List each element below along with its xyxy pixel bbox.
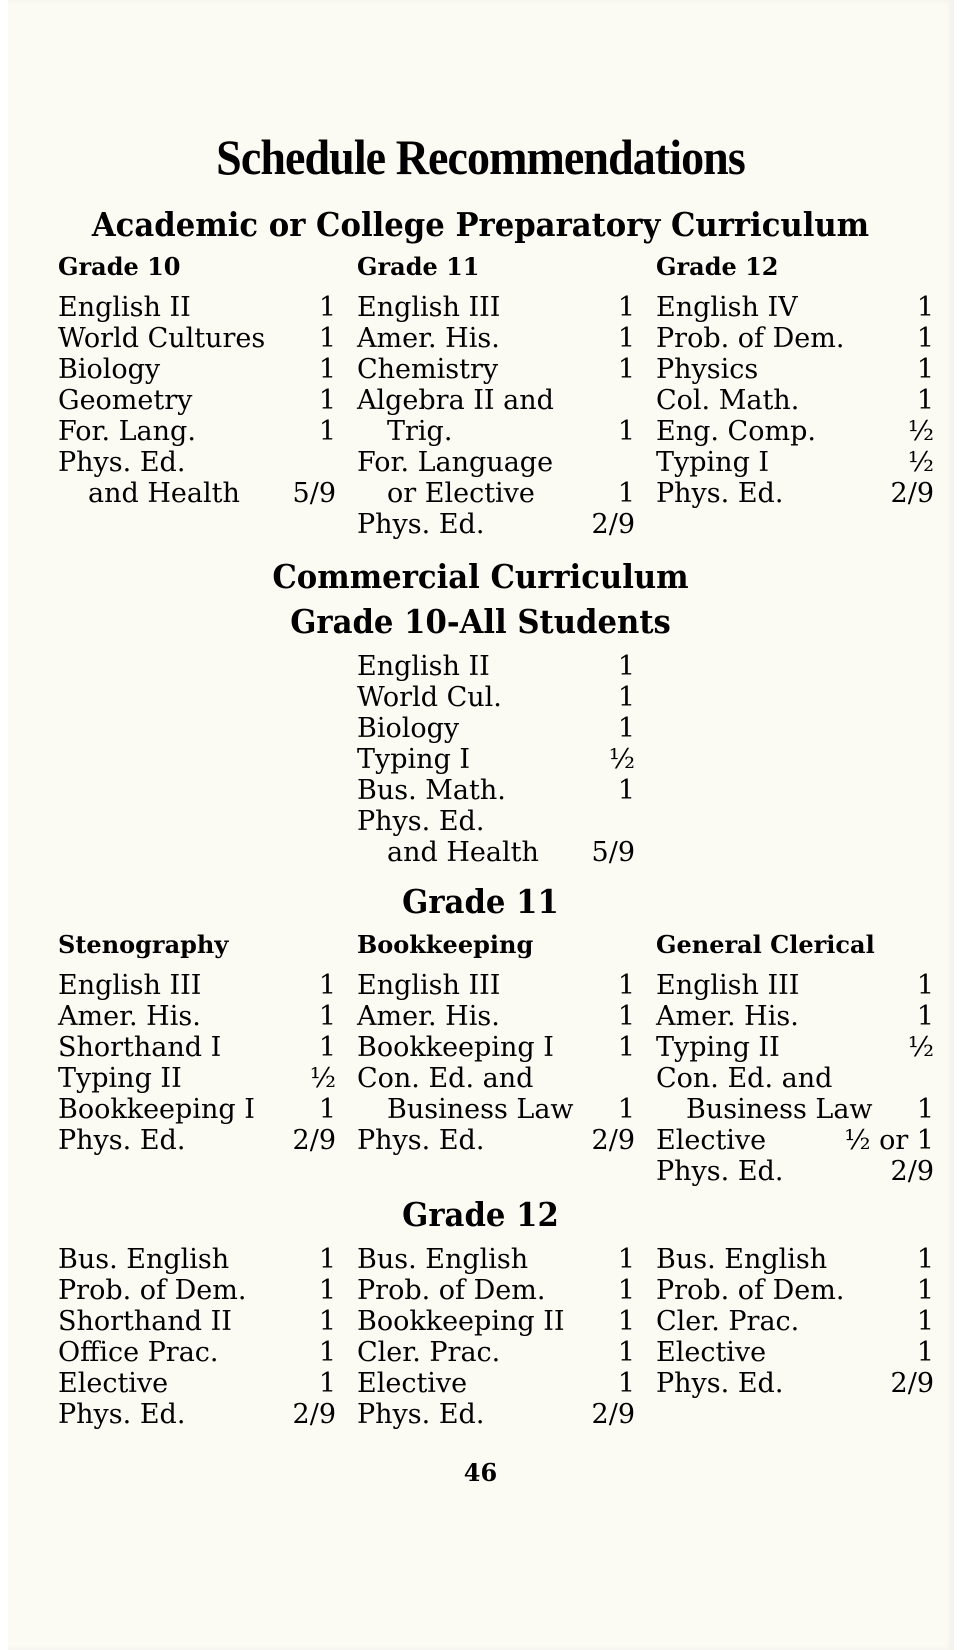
- course-name: Prob. of Dem.: [656, 323, 845, 354]
- course-name: Con. Ed. and: [357, 1063, 534, 1094]
- course-row: [58, 970, 336, 1001]
- commercial-grade11-heading: Grade 11: [402, 882, 559, 921]
- course-row: [58, 1368, 336, 1399]
- course-row: [58, 1125, 336, 1156]
- course-name: Prob. of Dem.: [357, 1275, 546, 1306]
- course-row: [656, 1094, 934, 1125]
- course-name: Amer. His.: [656, 1001, 799, 1032]
- course-credit: 1: [916, 1337, 934, 1368]
- course-row: [656, 292, 934, 323]
- course-row: [58, 1275, 336, 1306]
- course-name: Con. Ed. and: [656, 1063, 833, 1094]
- course-row: [357, 1094, 635, 1125]
- course-row: [357, 837, 635, 868]
- course-name: Business Law: [686, 1094, 873, 1125]
- course-row: [656, 1032, 934, 1063]
- course-credit: 1: [916, 354, 934, 385]
- course-row: [656, 1125, 934, 1156]
- course-credit: 1: [617, 1368, 635, 1399]
- course-row: [58, 292, 336, 323]
- course-name: Biology: [58, 354, 161, 385]
- course-credit: 1: [617, 1001, 635, 1032]
- course-name: Bus. English: [357, 1244, 529, 1275]
- course-credit: 1: [916, 1094, 934, 1125]
- course-row: [357, 1275, 635, 1306]
- course-name: Elective: [357, 1368, 468, 1399]
- course-name: Bookkeeping I: [357, 1032, 554, 1063]
- course-name: Phys. Ed.: [58, 447, 186, 478]
- course-name: Typing II: [58, 1063, 182, 1094]
- course-credit: 1: [617, 416, 635, 447]
- course-credit: 1: [318, 292, 336, 323]
- course-credit: 1: [318, 416, 336, 447]
- course-row: [357, 651, 635, 682]
- course-name: Physics: [656, 354, 759, 385]
- course-name: English III: [357, 292, 501, 323]
- course-row: [357, 1063, 635, 1094]
- course-credit: 1: [617, 323, 635, 354]
- course-row: [357, 323, 635, 354]
- course-column: [357, 928, 635, 1156]
- course-credit: ½: [309, 1063, 336, 1094]
- course-row: [58, 323, 336, 354]
- course-row: [656, 1001, 934, 1032]
- course-name: Phys. Ed.: [357, 1125, 485, 1156]
- commercial-heading: Commercial Curriculum: [272, 557, 689, 596]
- course-credit: ½: [907, 447, 934, 478]
- course-row: [58, 1094, 336, 1125]
- column-heading: Grade 12: [656, 252, 779, 281]
- course-row: [357, 744, 635, 775]
- course-credit: 1: [318, 1337, 336, 1368]
- commercial-grade12-heading: Grade 12: [402, 1195, 559, 1234]
- course-column: [357, 651, 635, 868]
- course-row: [357, 1337, 635, 1368]
- course-row: [656, 1156, 934, 1187]
- course-name: Prob. of Dem.: [58, 1275, 247, 1306]
- course-credit: 1: [617, 682, 635, 713]
- course-name: Office Prac.: [58, 1337, 219, 1368]
- course-row: [58, 1337, 336, 1368]
- course-credit: 2/9: [591, 1125, 635, 1156]
- course-row: [357, 1032, 635, 1063]
- course-name: Phys. Ed.: [656, 1368, 784, 1399]
- course-name: Business Law: [387, 1094, 574, 1125]
- course-row: [656, 1063, 934, 1094]
- course-credit: 1: [318, 354, 336, 385]
- course-name: Bookkeeping I: [58, 1094, 255, 1125]
- course-name: Typing I: [357, 744, 471, 775]
- course-credit: 2/9: [591, 509, 635, 540]
- course-credit: 1: [318, 323, 336, 354]
- course-row: [357, 1125, 635, 1156]
- course-credit: 1: [617, 1244, 635, 1275]
- course-credit: 1: [617, 478, 635, 509]
- course-credit: ½ or 1: [844, 1125, 934, 1156]
- course-row: [357, 1368, 635, 1399]
- course-name: Phys. Ed.: [357, 806, 485, 837]
- course-name: Typing I: [656, 447, 770, 478]
- course-name: English II: [357, 651, 490, 682]
- course-column: [58, 1244, 336, 1430]
- course-row: [656, 1337, 934, 1368]
- course-row: [58, 1306, 336, 1337]
- course-credit: 1: [916, 385, 934, 416]
- course-name: English III: [656, 970, 800, 1001]
- course-row: [656, 1244, 934, 1275]
- course-row: [357, 682, 635, 713]
- page-title: Schedule Recommendations: [216, 129, 745, 185]
- course-credit: 1: [916, 970, 934, 1001]
- course-credit: 1: [318, 1275, 336, 1306]
- course-row: [58, 354, 336, 385]
- course-name: Cler. Prac.: [656, 1306, 800, 1337]
- course-name: Typing II: [656, 1032, 780, 1063]
- course-credit: 2/9: [292, 1399, 336, 1430]
- course-row: [357, 1001, 635, 1032]
- commercial-grade10-heading: Grade 10-All Students: [290, 602, 671, 641]
- course-credit: 1: [617, 1094, 635, 1125]
- course-row: [656, 1368, 934, 1399]
- course-row: [357, 416, 635, 447]
- course-name: Phys. Ed.: [357, 1399, 485, 1430]
- column-heading: Grade 11: [357, 252, 480, 281]
- course-name: Phys. Ed.: [58, 1125, 186, 1156]
- course-row: [357, 509, 635, 540]
- course-row: [656, 416, 934, 447]
- course-credit: [631, 385, 635, 416]
- course-row: [357, 1306, 635, 1337]
- course-name: Shorthand I: [58, 1032, 222, 1063]
- course-credit: 1: [318, 1094, 336, 1125]
- course-credit: 1: [617, 1275, 635, 1306]
- course-credit: ½: [608, 744, 635, 775]
- course-name: Amer. His.: [357, 323, 500, 354]
- course-row: [58, 385, 336, 416]
- course-credit: [631, 806, 635, 837]
- course-credit: 2/9: [890, 1156, 934, 1187]
- course-row: [58, 478, 336, 509]
- course-credit: 1: [916, 1306, 934, 1337]
- course-row: [58, 1032, 336, 1063]
- course-credit: 1: [318, 1306, 336, 1337]
- course-credit: [930, 1063, 934, 1094]
- course-name: Amer. His.: [58, 1001, 201, 1032]
- course-row: [656, 970, 934, 1001]
- course-row: [656, 323, 934, 354]
- course-column: [58, 250, 336, 509]
- course-name: Biology: [357, 713, 460, 744]
- course-name: and Health: [387, 837, 539, 868]
- course-row: [357, 385, 635, 416]
- course-credit: 1: [916, 1275, 934, 1306]
- course-credit: 2/9: [292, 1125, 336, 1156]
- course-row: [58, 1001, 336, 1032]
- course-row: [357, 775, 635, 806]
- course-name: Chemistry: [357, 354, 499, 385]
- course-row: [656, 447, 934, 478]
- course-row: [357, 292, 635, 323]
- course-credit: 1: [318, 1001, 336, 1032]
- course-row: [357, 806, 635, 837]
- course-row: [58, 1399, 336, 1430]
- course-row: [656, 354, 934, 385]
- course-column: [656, 928, 934, 1187]
- course-row: [357, 478, 635, 509]
- course-credit: 1: [318, 385, 336, 416]
- course-credit: 1: [318, 1368, 336, 1399]
- course-credit: 1: [617, 775, 635, 806]
- course-row: [656, 478, 934, 509]
- course-credit: 2/9: [591, 1399, 635, 1430]
- course-name: Shorthand II: [58, 1306, 232, 1337]
- course-name: English II: [58, 292, 191, 323]
- course-name: English III: [357, 970, 501, 1001]
- course-name: Cler. Prac.: [357, 1337, 501, 1368]
- column-heading: Grade 10: [58, 252, 181, 281]
- academic-heading: Academic or College Preparatory Curriculum: [91, 205, 870, 244]
- course-column: [357, 1244, 635, 1430]
- course-credit: ½: [907, 1032, 934, 1063]
- course-name: For. Language: [357, 447, 554, 478]
- course-credit: [631, 1063, 635, 1094]
- course-credit: 1: [617, 1306, 635, 1337]
- course-row: [357, 1244, 635, 1275]
- course-name: or Elective: [387, 478, 535, 509]
- course-credit: 1: [318, 1244, 336, 1275]
- course-row: [357, 1399, 635, 1430]
- course-credit: 2/9: [890, 478, 934, 509]
- course-row: [656, 1275, 934, 1306]
- course-name: Phys. Ed.: [656, 1156, 784, 1187]
- course-row: [357, 354, 635, 385]
- course-row: [58, 416, 336, 447]
- course-column: [656, 250, 934, 509]
- course-credit: 1: [617, 354, 635, 385]
- course-credit: 1: [617, 651, 635, 682]
- course-name: Bookkeeping II: [357, 1306, 565, 1337]
- course-row: [58, 1063, 336, 1094]
- course-row: [656, 385, 934, 416]
- course-credit: 2/9: [890, 1368, 934, 1399]
- course-row: [357, 447, 635, 478]
- course-credit: 1: [318, 970, 336, 1001]
- column-heading: General Clerical: [656, 930, 875, 959]
- course-credit: 1: [617, 970, 635, 1001]
- course-credit: 1: [318, 1032, 336, 1063]
- course-name: Phys. Ed.: [656, 478, 784, 509]
- course-name: Bus. English: [656, 1244, 828, 1275]
- course-name: English III: [58, 970, 202, 1001]
- course-row: [58, 1244, 336, 1275]
- course-column: [58, 928, 336, 1156]
- course-credit: 1: [617, 292, 635, 323]
- course-name: Algebra II and: [357, 385, 554, 416]
- course-name: Phys. Ed.: [58, 1399, 186, 1430]
- course-name: Trig.: [387, 416, 453, 447]
- course-name: Prob. of Dem.: [656, 1275, 845, 1306]
- course-name: Eng. Comp.: [656, 416, 816, 447]
- course-name: World Cultures: [58, 323, 266, 354]
- course-credit: 1: [617, 1032, 635, 1063]
- course-credit: 5/9: [591, 837, 635, 868]
- course-name: Bus. Math.: [357, 775, 506, 806]
- course-name: Col. Math.: [656, 385, 800, 416]
- course-credit: ½: [907, 416, 934, 447]
- course-name: Amer. His.: [357, 1001, 500, 1032]
- course-name: and Health: [88, 478, 240, 509]
- course-credit: 1: [617, 1337, 635, 1368]
- course-credit: [631, 447, 635, 478]
- course-credit: [332, 447, 336, 478]
- course-row: [58, 447, 336, 478]
- course-credit: 1: [617, 713, 635, 744]
- column-heading: Bookkeeping: [357, 930, 534, 959]
- page-number: 46: [463, 1458, 498, 1487]
- course-column: [357, 250, 635, 540]
- course-name: Geometry: [58, 385, 193, 416]
- course-name: Elective: [656, 1337, 767, 1368]
- course-name: Phys. Ed.: [357, 509, 485, 540]
- course-row: [357, 713, 635, 744]
- course-credit: 1: [916, 1244, 934, 1275]
- course-row: [656, 1306, 934, 1337]
- course-name: Elective: [656, 1125, 767, 1156]
- course-credit: 1: [916, 1001, 934, 1032]
- course-credit: 5/9: [292, 478, 336, 509]
- course-column: [656, 1244, 934, 1399]
- course-credit: 1: [916, 292, 934, 323]
- course-name: World Cul.: [357, 682, 502, 713]
- course-row: [357, 970, 635, 1001]
- course-name: Bus. English: [58, 1244, 230, 1275]
- course-name: For. Lang.: [58, 416, 196, 447]
- course-credit: 1: [916, 323, 934, 354]
- column-heading: Stenography: [58, 930, 229, 959]
- course-name: English IV: [656, 292, 798, 323]
- course-name: Elective: [58, 1368, 169, 1399]
